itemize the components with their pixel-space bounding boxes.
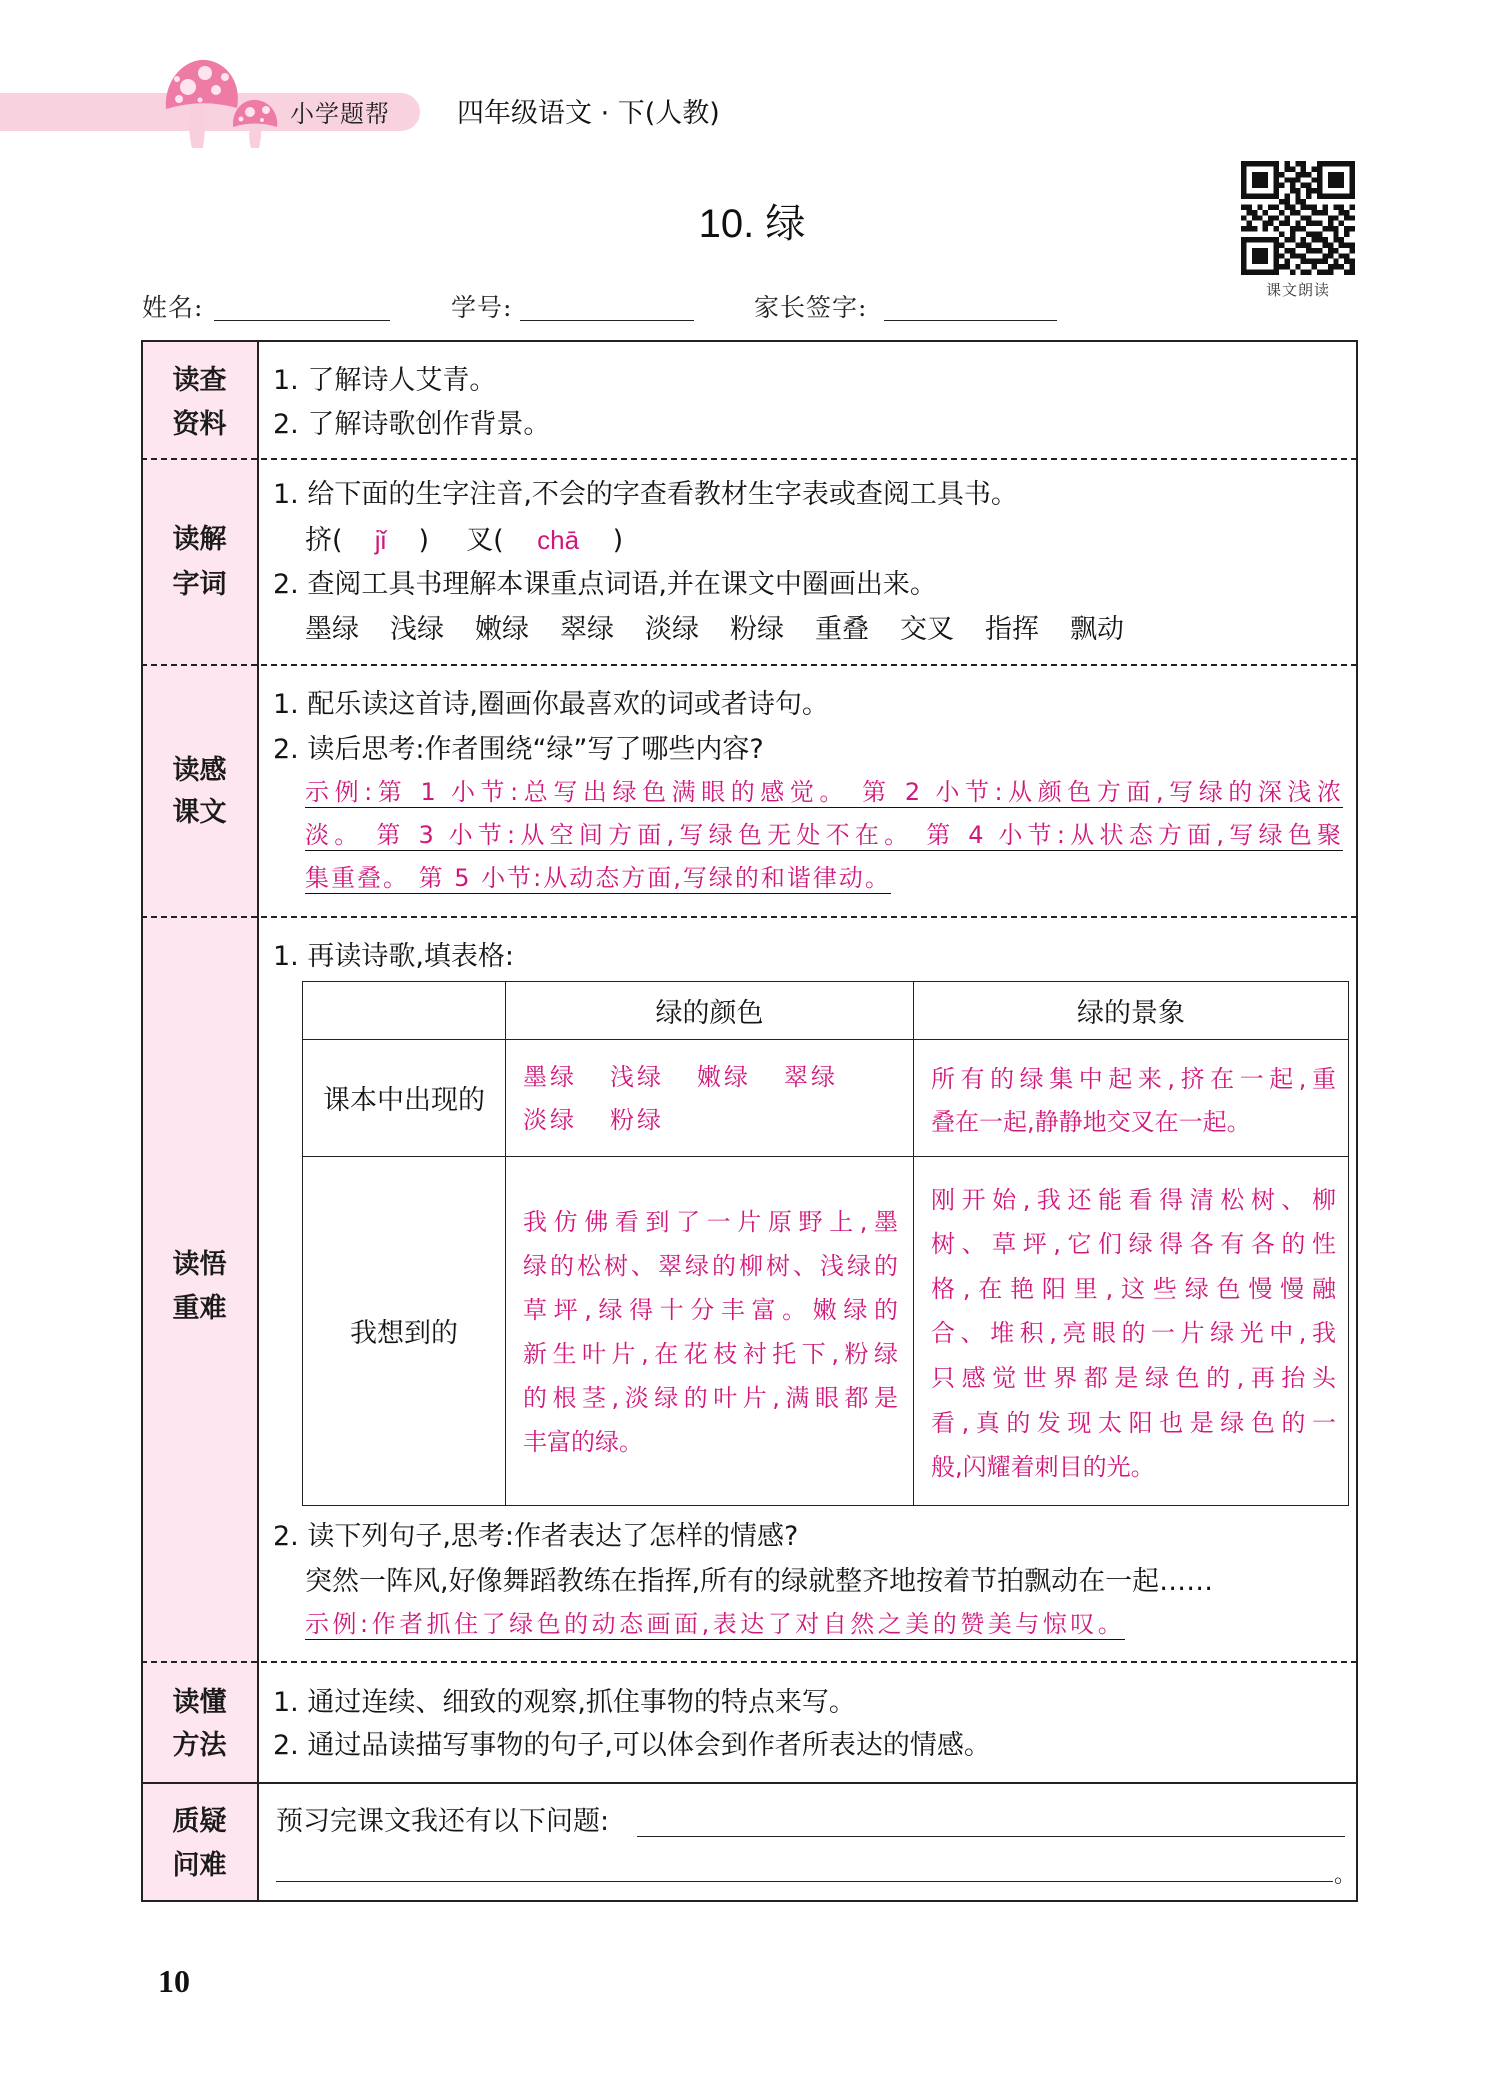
row-label: 课本中出现的 — [303, 1040, 506, 1156]
key-word: 飘动 — [1070, 614, 1124, 645]
pinyin-item — [305, 520, 429, 561]
reading-answer — [305, 773, 1343, 902]
color-word: 粉绿 — [610, 1106, 664, 1135]
quoted-sentence: 突然一阵风,好像舞蹈教练在指挥,所有的绿就整齐地按着节拍飘动在一起…… — [305, 1566, 1214, 1597]
page-number: 10 — [158, 1963, 190, 1999]
student-id-label: 学号: — [451, 293, 513, 322]
section-label-research: 读查 — [172, 365, 227, 396]
table-row — [303, 1040, 1349, 1156]
section-label-research: 资料 — [172, 409, 227, 440]
color-line: 绿的松树、翠绿的柳树、浅绿的 — [523, 1251, 898, 1280]
questions-prompt: 预习完课文我还有以下问题: — [276, 1806, 610, 1837]
question-input-line[interactable] — [276, 1881, 1333, 1882]
section-divider — [141, 458, 1358, 460]
section-divider — [141, 916, 1358, 918]
name-label: 姓名: — [142, 293, 204, 322]
scene-line: 合、堆积,亮眼的一片绿光中,我 — [931, 1319, 1336, 1348]
lesson-title: 10. 绿 — [698, 202, 806, 246]
color-line: 我仿佛看到了一片原野上,墨 — [523, 1207, 898, 1236]
pinyin-answer[interactable]: chā — [537, 525, 580, 555]
qr-caption: 课文朗读 — [1265, 281, 1330, 299]
research-item: 1. 了解诗人艾青。 — [273, 365, 497, 396]
table-header-cell — [303, 982, 506, 1040]
section-label-method: 方法 — [172, 1730, 227, 1761]
color-scene-table — [302, 981, 1349, 1506]
section-label-reading: 读感 — [172, 755, 227, 786]
scene-line: 看,真的发现太阳也是绿色的一 — [931, 1408, 1336, 1437]
row-label: 我想到的 — [303, 1156, 506, 1505]
key-word: 指挥 — [985, 614, 1039, 645]
color-word: 淡绿 — [523, 1106, 577, 1135]
section-label-key-points: 重难 — [172, 1293, 227, 1324]
name-input-line[interactable] — [214, 320, 390, 321]
pinyin-answer[interactable]: jǐ — [374, 525, 387, 555]
section-label-vocabulary: 读解 — [172, 524, 227, 555]
pinyin-close: ) — [418, 525, 430, 556]
scene-cell[interactable] — [914, 1156, 1349, 1505]
answer-text: 淡。 第 3 小节:从空间方面,写绿色无处不在。 第 4 小节:从状态方面,写绿色聚 — [305, 821, 1343, 849]
answer-line[interactable] — [305, 859, 1343, 902]
vocabulary-question-1: 1. 给下面的生字注音,不会的字查看教材生字表或查阅工具书。 — [273, 479, 1018, 510]
key-word: 重叠 — [815, 614, 869, 645]
color-cell[interactable] — [506, 1156, 914, 1505]
scene-line: 叠在一起,静静地交叉在一起。 — [931, 1108, 1251, 1137]
pinyin-item — [466, 520, 623, 561]
method-item: 2. 通过品读描写事物的句子,可以体会到作者所表达的情感。 — [273, 1730, 991, 1761]
section-divider — [141, 1661, 1358, 1663]
brand-name: 小学题帮 — [290, 100, 390, 128]
answer-line[interactable] — [305, 816, 1343, 859]
pinyin-exercise — [305, 520, 623, 560]
color-word: 墨绿 — [523, 1063, 577, 1092]
pinyin-char: 挤( — [305, 525, 343, 556]
parent-signature-input-line[interactable] — [884, 320, 1057, 321]
method-item: 1. 通过连续、细致的观察,抓住事物的特点来写。 — [273, 1687, 856, 1718]
section-label-questions: 问难 — [172, 1850, 227, 1881]
qr-code-icon — [1241, 161, 1355, 275]
student-id-input-line[interactable] — [520, 320, 694, 321]
table-header-cell: 绿的颜色 — [506, 982, 914, 1040]
section-divider — [141, 664, 1358, 666]
color-word: 浅绿 — [610, 1063, 664, 1092]
vocabulary-question-2: 2. 查阅工具书理解本课重点词语,并在课文中圈画出来。 — [273, 569, 937, 600]
scene-line: 树、草坪,它们绿得各有各的性 — [931, 1230, 1336, 1259]
answer-text: 示例:第 1 小节:总写出绿色满眼的感觉。 第 2 小节:从颜色方面,写绿的深浅浓 — [305, 778, 1343, 806]
scene-cell[interactable] — [914, 1040, 1349, 1156]
key-word: 翠绿 — [560, 614, 614, 645]
end-mark: 。 — [1334, 1863, 1357, 1888]
key-points-answer[interactable] — [305, 1607, 1125, 1647]
key-word: 粉绿 — [730, 614, 784, 645]
scene-line: 只感觉世界都是绿色的,再抬头 — [931, 1364, 1336, 1393]
color-word: 嫩绿 — [697, 1063, 751, 1092]
section-divider — [141, 1782, 1358, 1784]
key-word: 淡绿 — [645, 614, 699, 645]
key-word: 浅绿 — [390, 614, 444, 645]
reading-question-1: 1. 配乐读这首诗,圈画你最喜欢的词或者诗句。 — [273, 689, 829, 720]
key-word-list — [305, 610, 1124, 650]
answer-text: 集重叠。 第 5 小节:从动态方面,写绿的和谐律动。 — [305, 864, 891, 892]
book-subtitle: 四年级语文 · 下(人教) — [457, 98, 720, 129]
section-label-reading: 课文 — [172, 797, 227, 828]
color-word: 翠绿 — [784, 1063, 838, 1092]
answer-text: 示例:作者抓住了绿色的动态画面,表达了对自然之美的赞美与惊叹。 — [305, 1610, 1126, 1638]
reading-question-2: 2. 读后思考:作者围绕“绿”写了哪些内容? — [273, 734, 764, 765]
answer-line[interactable] — [305, 773, 1343, 816]
color-line: 新生叶片,在花枝衬托下,粉绿 — [523, 1339, 898, 1368]
key-word: 墨绿 — [305, 614, 359, 645]
color-line: 的根茎,淡绿的叶片,满眼都是 — [523, 1383, 898, 1412]
scene-line: 刚开始,我还能看得清松树、柳 — [931, 1185, 1336, 1214]
color-line: 草坪,绿得十分丰富。嫩绿的 — [523, 1295, 898, 1324]
table-row — [303, 1156, 1349, 1505]
question-input-line[interactable] — [637, 1836, 1345, 1837]
key-word: 交叉 — [900, 614, 954, 645]
scene-line: 所有的绿集中起来,挤在一起,重 — [931, 1065, 1336, 1094]
color-line: 丰富的绿。 — [523, 1427, 643, 1456]
section-label-key-points: 读悟 — [172, 1249, 227, 1280]
mushroom-icon — [150, 52, 290, 152]
key-points-question-2: 2. 读下列句子,思考:作者表达了怎样的情感? — [273, 1521, 799, 1552]
research-item: 2. 了解诗歌创作背景。 — [273, 409, 551, 440]
scene-line: 般,闪耀着刺目的光。 — [931, 1453, 1155, 1482]
key-word: 嫩绿 — [475, 614, 529, 645]
parent-signature-label: 家长签字: — [754, 293, 868, 322]
section-label-method: 读懂 — [172, 1687, 227, 1718]
key-points-question-1: 1. 再读诗歌,填表格: — [273, 941, 515, 972]
pinyin-char: 叉( — [466, 525, 504, 556]
scene-line: 格,在艳阳里,这些绿色慢慢融 — [931, 1274, 1336, 1303]
pinyin-close: ) — [612, 525, 624, 556]
table-header-row — [303, 982, 1349, 1040]
section-label-vocabulary: 字词 — [172, 569, 227, 600]
color-cell[interactable] — [506, 1040, 914, 1156]
table-header-cell: 绿的景象 — [914, 982, 1349, 1040]
section-label-questions: 质疑 — [172, 1806, 227, 1837]
